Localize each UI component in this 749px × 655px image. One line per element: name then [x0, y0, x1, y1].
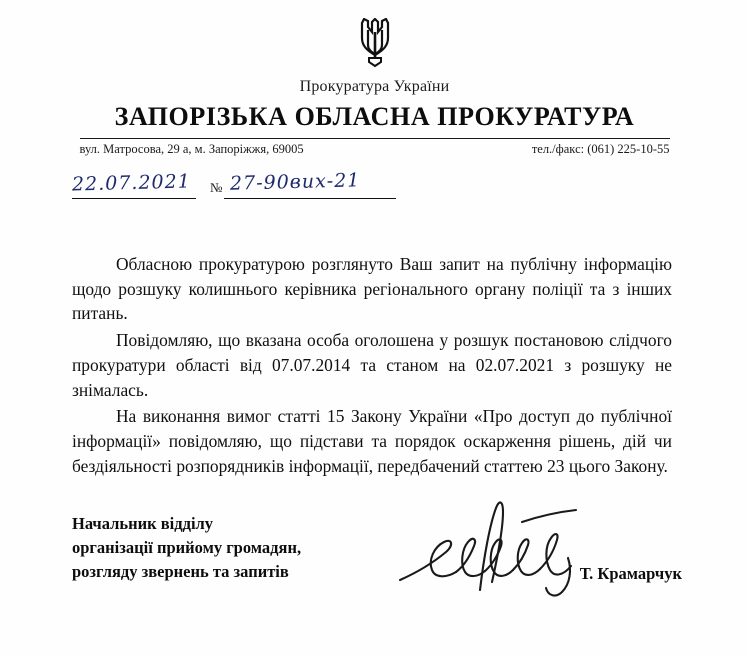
- signature-block: [72, 512, 682, 622]
- organization-title: ЗАПОРІЗЬКА ОБЛАСНА ПРОКУРАТУРА: [114, 102, 635, 131]
- handwritten-signature-icon: [372, 494, 622, 612]
- address-text: вул. Матросова, 29 а, м. Запоріжжя, 69005: [79, 142, 304, 156]
- signatory-title: [72, 512, 402, 584]
- reference-date-rule: [72, 198, 196, 199]
- signatory-title-line-3: розгляду звернень та запитів: [72, 561, 289, 581]
- signatory-title-line-1: Начальник відділу: [72, 514, 214, 533]
- paragraph-2: Повідомляю, що вказана особа оголошена у розшук постановою слідчого прокуратури області від 07.07.2014 та станом на 02.07.2021 з розшуку не знімалась.: [72, 330, 672, 400]
- reference-block: [71, 169, 432, 212]
- paragraph-3: На виконання вимог статті 15 Закону України «Про доступ до публічної інформації» повідомляю, що підстави та порядок оскарження рішень, дій чи бездіяльності розпорядників інформації, передбачений статтею 23 цього Закону.: [72, 406, 672, 476]
- organization-line: Прокуратура України: [299, 78, 450, 95]
- phone-text: тел./факс: (061) 225-10-55: [531, 142, 670, 156]
- signatory-name: Т. Крамарчук: [579, 564, 682, 583]
- reference-date: 22.07.2021: [71, 170, 192, 196]
- ukraine-trident-emblem-icon: [352, 18, 398, 74]
- paragraph-1: Обласною прокуратурою розглянуто Ваш запит на публічну інформацію щодо розшуку колишнього керівника регіонального органу поліції та з інших питань.: [72, 254, 672, 324]
- reference-number-rule: [224, 198, 396, 199]
- contact-row: [80, 138, 670, 160]
- letterhead: [0, 0, 749, 160]
- reference-number-label: №: [210, 180, 223, 195]
- reference-number: 27-90вих-21: [229, 169, 361, 195]
- body-text: [72, 252, 672, 480]
- signatory-title-line-2: організації прийому громадян,: [72, 537, 302, 557]
